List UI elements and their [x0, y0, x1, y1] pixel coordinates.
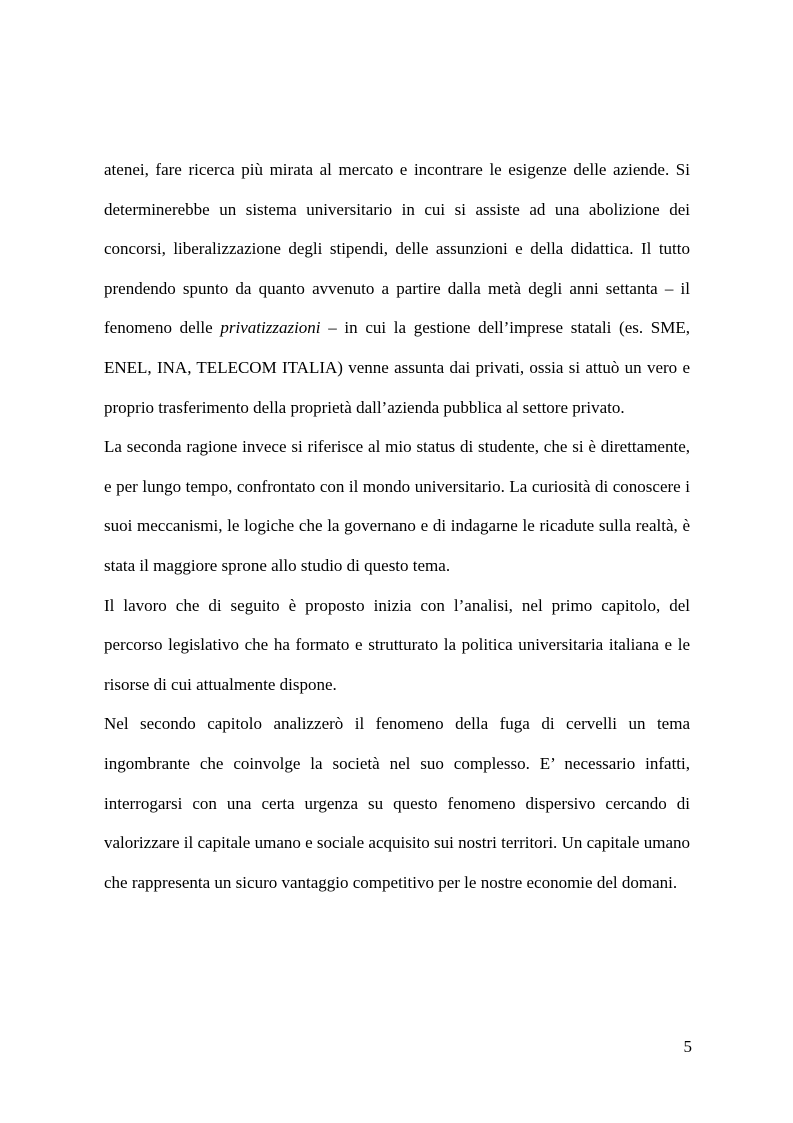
page-number: 5: [683, 1037, 692, 1056]
text-segment: atenei, fare ricerca più mirata al mercato e incontrare le esigenze delle aziende. Si determinerebbe un sistema universitario in cui si assiste ad una abolizione dei concorsi, liberalizzazione degli stipendi, delle assunzioni e della didattica. Il tutto prendendo spunto da quanto avvenuto a partire dalla metà degli anni settanta – il fenomeno delle: [104, 160, 690, 338]
text-segment: – in cui la gestione dell’imprese statali (es. SME, ENEL, INA, TELECOM ITALIA) venne assunta dai privati, ossia si attuò un vero e proprio trasferimento della proprietà dall’azienda pubblica al settore privato.: [104, 318, 691, 417]
text-segment: Il lavoro che di seguito è proposto inizia con l’analisi, nel primo capitolo, del percorso legislativo che ha formato e strutturato la politica universitaria italiana e le risorse di cui attualmente dispone.: [104, 595, 690, 694]
text-segment: Nel secondo capitolo analizzerò il fenomeno della fuga di cervelli un tema ingombrante che coinvolge la società nel suo complesso. E’ necessario infatti, interrogarsi con una certa urgenza su questo fenomeno dispersivo cercando di valorizzare il capitale umano e sociale acquisito sui nostri territori. Un capitale umano che rappresenta un sicuro vantaggio competitivo per le nostre economie del domani.: [104, 714, 690, 892]
paragraph: [104, 704, 690, 902]
body-text: [104, 150, 690, 902]
text-segment: La seconda ragione invece si riferisce al mio status di studente, che si è direttamente, e per lungo tempo, confrontato con il mondo universitario. La curiosità di conoscere i suoi meccanismi, le logiche che la governano e di indagarne le ricadute sulla realtà, è stata il maggiore sprone allo studio di questo tema.: [104, 437, 690, 575]
paragraph: [104, 427, 690, 585]
paragraph: [104, 586, 690, 705]
paragraph: [104, 150, 690, 427]
italic-term: privatizzazioni: [220, 318, 321, 338]
